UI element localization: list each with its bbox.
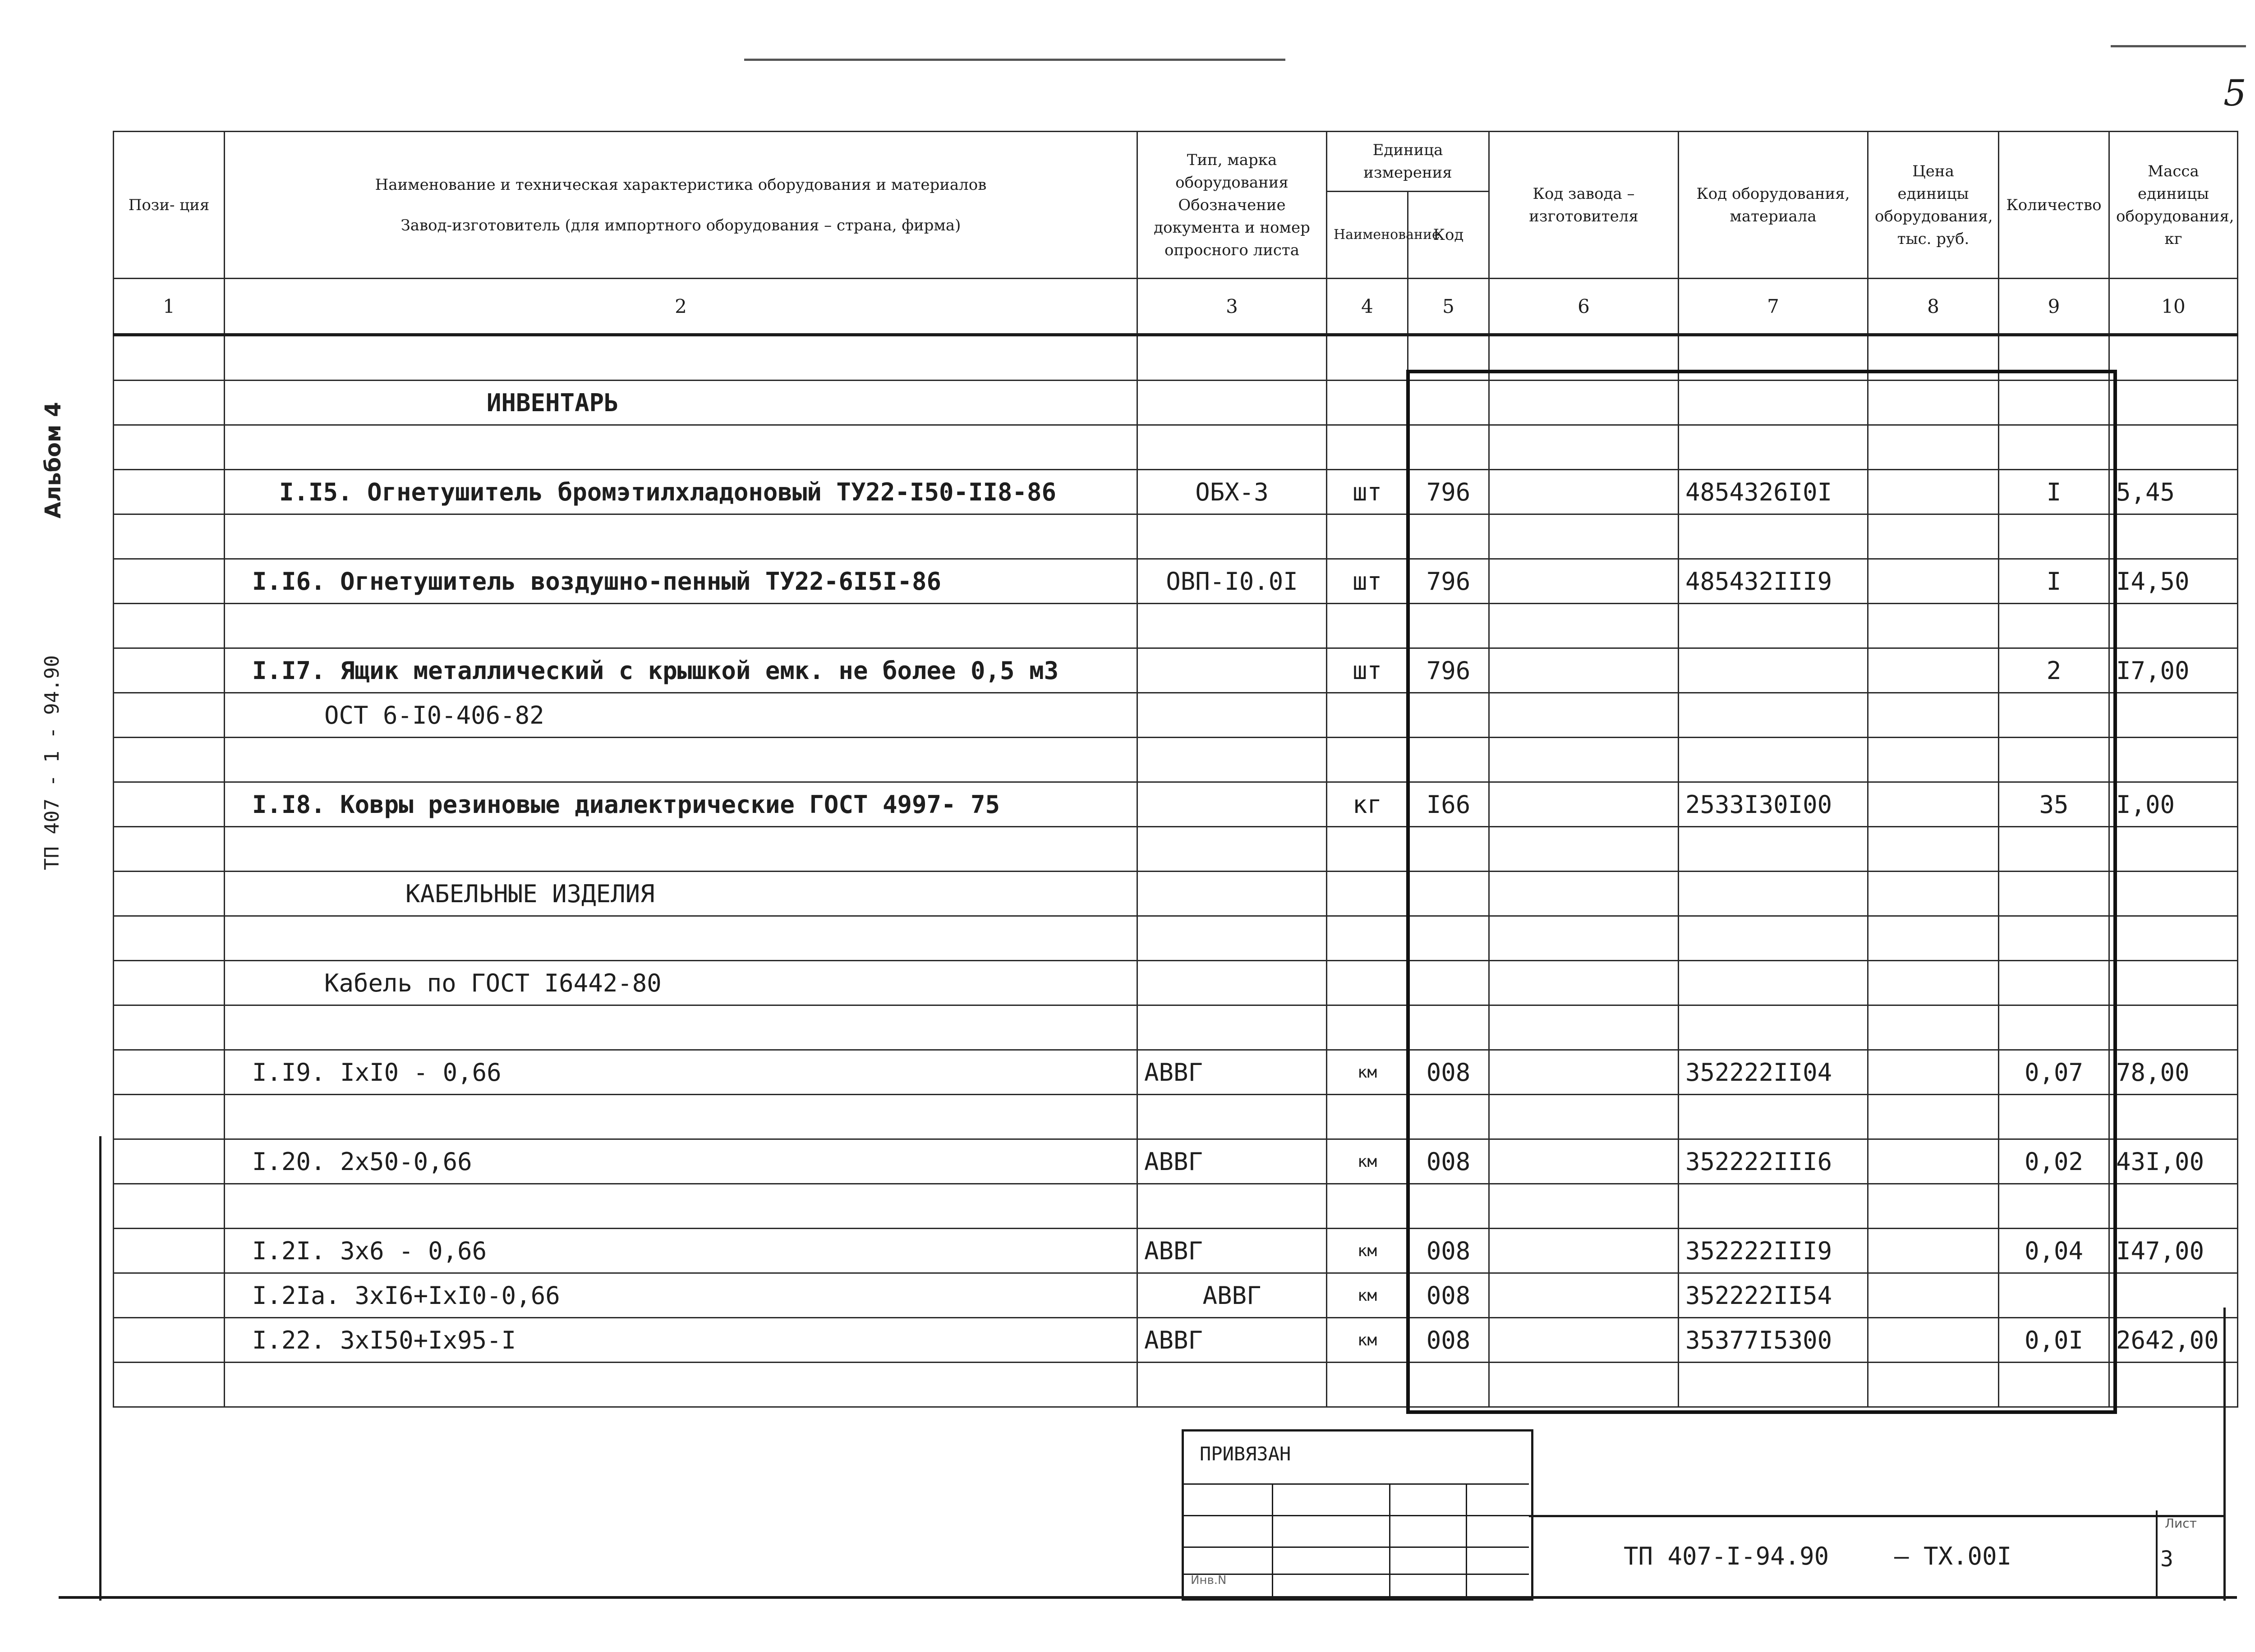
item-quantity: 0,07	[1999, 1050, 2109, 1095]
item-material-code: 352222II04	[1679, 1050, 1868, 1095]
item-quantity: 35	[1999, 782, 2109, 827]
header-price: Цена единицы оборудования, тыс. руб.	[1868, 132, 1999, 279]
item-quantity: 0,0I	[1999, 1318, 2109, 1363]
item-mass: I7,00	[2109, 648, 2238, 693]
item-material-code: 352222II54	[1679, 1273, 1868, 1318]
item-mass: I47,00	[2109, 1229, 2238, 1273]
header-unit-name: Наименование	[1327, 192, 1408, 279]
header-mass: Масса единицы оборудования, кг	[2109, 132, 2238, 279]
item-quantity: 0,02	[1999, 1139, 2109, 1184]
item-name: I.2Iа. 3xI6+IxI0-0,66	[225, 1273, 1137, 1318]
item-quantity: I	[1999, 470, 2109, 514]
item-unit: км	[1327, 1050, 1408, 1095]
column-number: 8	[1868, 279, 1999, 335]
item-name: I.I8. Ковры резиновые диалектрические ГОСТ 4997- 75	[225, 782, 1137, 827]
column-number: 3	[1137, 279, 1327, 335]
item-unit: км	[1327, 1229, 1408, 1273]
sheet-label: Лист	[2165, 1516, 2197, 1531]
header-position: Пози- ция	[114, 132, 225, 279]
item-mass: I,00	[2109, 782, 2238, 827]
page-number: 5	[2223, 72, 2246, 114]
column-number: 10	[2109, 279, 2238, 335]
column-numbers-row	[114, 279, 2238, 335]
item-type: АВВГ	[1137, 1050, 1327, 1095]
item-name: I.I5. Огнетушитель бромэтилхладоновый ТУ22-I50-II8-86	[225, 470, 1137, 514]
column-number: 4	[1327, 279, 1408, 335]
highlight-frame	[1406, 370, 2117, 1414]
section-subtitle-cable-standard: Кабель по ГОСТ I6442-80	[225, 961, 1137, 1005]
title-block-line	[1529, 1515, 2223, 1517]
side-project-code: ТП 407 - 1 - 94.90	[41, 655, 64, 870]
item-material-code: 2533I30I00	[1679, 782, 1868, 827]
item-type: АВВГ	[1137, 1318, 1327, 1363]
item-name: I.22. 3xI50+Ix95-I	[225, 1318, 1137, 1363]
stamp-grid	[1182, 1483, 1529, 1596]
header-unit-group: Единица измерения	[1327, 132, 1489, 192]
header-type: Тип, марка оборудования Обозначение документа и номер опросного листа	[1137, 132, 1327, 279]
item-name: I.2I. 3x6 - 0,66	[225, 1229, 1137, 1273]
item-name: I.20. 2x50-0,66	[225, 1139, 1137, 1184]
column-number: 1	[114, 279, 225, 335]
sheet-number: 3	[2160, 1546, 2173, 1572]
stamp-label: ПРИВЯЗАН	[1200, 1443, 1291, 1465]
item-unit-code: 008	[1408, 1318, 1489, 1363]
header-name-line1: Наименование и техническая характеристика оборудования и материалов	[375, 175, 987, 194]
item-type: ОВП-I0.0I	[1137, 559, 1327, 604]
header-factory-code: Код завода – изготовителя	[1489, 132, 1679, 279]
item-type: ОБХ-3	[1137, 470, 1327, 514]
item-unit: шт	[1327, 648, 1408, 693]
item-material-code: 4854326I0I	[1679, 470, 1868, 514]
item-unit: шт	[1327, 470, 1408, 514]
stamp-inv-label: Инв.N	[1191, 1574, 1227, 1587]
item-unit: км	[1327, 1139, 1408, 1184]
item-name: I.I6. Огнетушитель воздушно-пенный ТУ22-6I5I-86	[225, 559, 1137, 604]
item-type: АВВГ	[1137, 1273, 1327, 1318]
item-name: I.I9. IxI0 - 0,66	[225, 1050, 1137, 1095]
item-unit-code: I66	[1408, 782, 1489, 827]
column-number: 7	[1679, 279, 1868, 335]
side-album-label: Альбом 4	[41, 402, 66, 519]
item-unit-code: 796	[1408, 648, 1489, 693]
item-unit: км	[1327, 1318, 1408, 1363]
item-quantity: 0,04	[1999, 1229, 2109, 1273]
item-quantity: I	[1999, 559, 2109, 604]
column-number: 6	[1489, 279, 1679, 335]
item-unit-code: 796	[1408, 470, 1489, 514]
item-mass: 5,45	[2109, 470, 2238, 514]
header-quantity: Количество	[1999, 132, 2109, 279]
item-name-continued: ОСТ 6-I0-406-82	[225, 693, 1137, 738]
item-mass: I4,50	[2109, 559, 2238, 604]
item-unit: км	[1327, 1273, 1408, 1318]
item-quantity: 2	[1999, 648, 2109, 693]
column-number: 5	[1408, 279, 1489, 335]
item-material-code: 352222III6	[1679, 1139, 1868, 1184]
document-code: ТП 407-I-94.90	[1624, 1542, 1829, 1570]
column-number: 9	[1999, 279, 2109, 335]
column-number: 2	[225, 279, 1137, 335]
section-title-cables: КАБЕЛЬНЫЕ ИЗДЕЛИЯ	[225, 872, 1137, 916]
item-type: АВВГ	[1137, 1139, 1327, 1184]
item-mass: 78,00	[2109, 1050, 2238, 1095]
scan-artifact	[744, 59, 1285, 61]
header-name-line2: Завод-изготовитель (для импортного оборудования – страна, фирма)	[400, 216, 961, 234]
item-unit-code: 796	[1408, 559, 1489, 604]
header-name	[225, 132, 1137, 279]
item-mass: 2642,00	[2109, 1318, 2238, 1363]
item-material-code: 35377I5300	[1679, 1318, 1868, 1363]
section-title-inventory: ИНВЕНТАРЬ	[225, 381, 1137, 425]
item-unit-code: 008	[1408, 1139, 1489, 1184]
item-unit-code: 008	[1408, 1273, 1489, 1318]
frame-line	[59, 1596, 2237, 1599]
item-unit: шт	[1327, 559, 1408, 604]
item-mass: 43I,00	[2109, 1139, 2238, 1184]
header-material-code: Код оборудования, материала	[1679, 132, 1868, 279]
header-row	[114, 132, 2238, 192]
scan-artifact	[2111, 45, 2246, 47]
item-material-code: 352222III9	[1679, 1229, 1868, 1273]
item-name: I.I7. Ящик металлический с крышкой емк. не более 0,5 м3	[225, 648, 1137, 693]
header-unit-code: Код	[1408, 192, 1489, 279]
frame-line	[99, 1136, 101, 1601]
item-material-code: 485432III9	[1679, 559, 1868, 604]
item-unit-code: 008	[1408, 1050, 1489, 1095]
document-suffix: – ТХ.00I	[1894, 1542, 2012, 1570]
item-unit-code: 008	[1408, 1229, 1489, 1273]
item-type: АВВГ	[1137, 1229, 1327, 1273]
item-unit: кг	[1327, 782, 1408, 827]
